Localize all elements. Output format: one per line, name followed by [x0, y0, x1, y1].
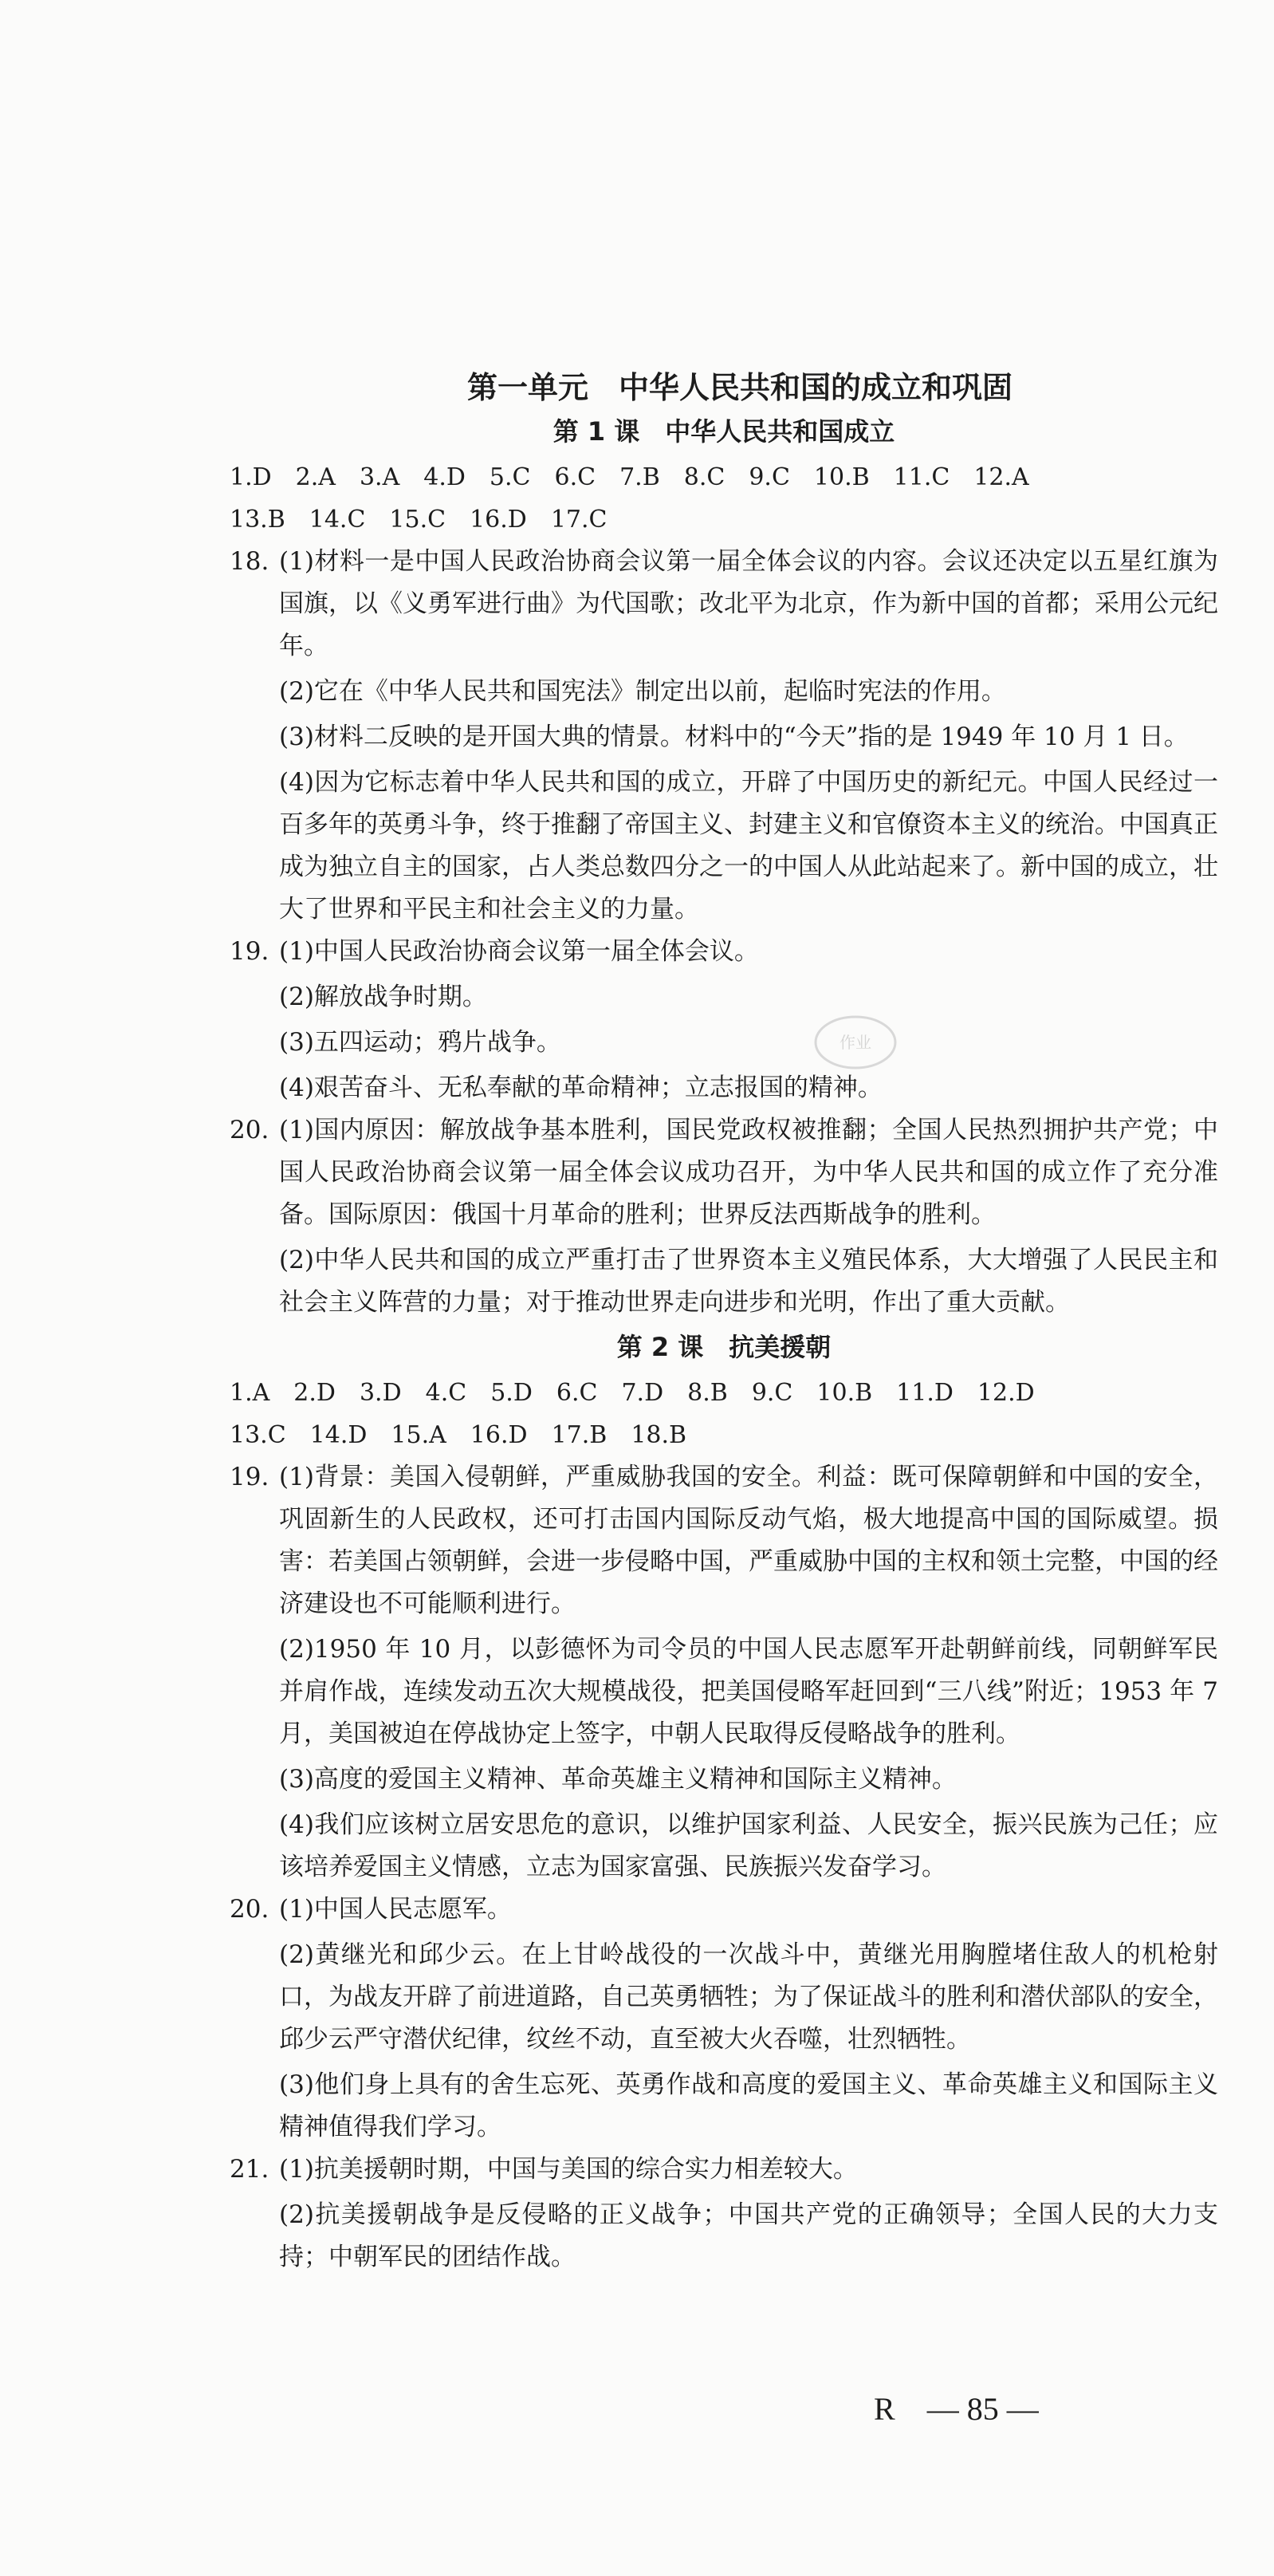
answer-part: (3)他们身上具有的舍生忘死、英勇作战和高度的爱国主义、革命英雄主义和国际主义精神值得我们学习。	[279, 2070, 1218, 2141]
answer-part: (3)材料二反映的是开国大典的情景。材料中的“今天”指的是 1949 年 10 月 1 日。	[279, 723, 1189, 751]
answer-part: (1)材料一是中国人民政治协商会议第一届全体会议的内容。会议还决定以五星红旗为国旗，以《义勇军进行曲》为代国歌；改北平为北京，作为新中国的首都；采用公元纪年。	[279, 547, 1218, 660]
question-19	[230, 1456, 1218, 1889]
question-number: 20.	[230, 1116, 269, 1144]
stamp-text: 作业	[840, 1033, 871, 1052]
choice-answers-line: 1.A 2.D 3.D 4.C 5.D 6.C 7.D 8.B 9.C 10.B 11.D 12.D	[230, 1379, 1035, 1407]
question-19	[230, 931, 1218, 1109]
answer-part: (2)它在《中华人民共和国宪法》制定出以前，起临时宪法的作用。	[279, 677, 1006, 706]
page-footer	[874, 2389, 1039, 2429]
answer-part: (2)解放战争时期。	[279, 983, 487, 1011]
watermark-stamp	[812, 1011, 899, 1073]
answer-part: (1)中国人民政治协商会议第一届全体会议。	[279, 937, 759, 966]
lesson-1	[230, 412, 1218, 1324]
choice-answers-line: 13.B 14.C 15.C 16.D 17.C	[230, 506, 608, 534]
lesson-title: 第 2 课 抗美援朝	[616, 1332, 832, 1362]
answer-part: (3)五四运动；鸦片战争。	[279, 1028, 561, 1057]
answer-part: (4)我们应该树立居安思危的意识，以维护国家利益、人民安全，振兴民族为己任；应该培养爱国主义情感，立志为国家富强、民族振兴发奋学习。	[279, 1810, 1218, 1881]
edition-letter: R	[874, 2391, 895, 2427]
answer-part: (2)1950 年 10 月，以彭德怀为司令员的中国人民志愿军开赴朝鲜前线，同朝鲜军民并肩作战，连续发动五次大规模战役，把美国侵略军赶回到“三八线”附近；1953 年 7 月，美国被迫在停战协定上签字，中朝人民取得反侵略战争的胜利。	[279, 1635, 1218, 1748]
question-18	[230, 541, 1218, 931]
lesson-title: 第 1 课 中华人民共和国成立	[552, 416, 895, 447]
answer-part: (1)抗美援朝时期，中国与美国的综合实力相差较大。	[279, 2155, 858, 2184]
question-20	[230, 1109, 1218, 1324]
question-20	[230, 1889, 1218, 2149]
answer-part: (2)黄继光和邱少云。在上甘岭战役的一次战斗中，黄继光用胸膛堵住敌人的机枪射口，为战友开辟了前进道路，自己英勇牺牲；为了保证战斗的胜利和潜伏部队的安全，邱少云严守潜伏纪律，纹丝不动，直至被大火吞噬，壮烈牺牲。	[279, 1940, 1218, 2054]
answer-part: (2)中华人民共和国的成立严重打击了世界资本主义殖民体系，大大增强了人民民主和社会主义阵营的力量；对于推动世界走向进步和光明，作出了重大贡献。	[279, 1246, 1218, 1317]
answer-part: (4)艰苦奋斗、无私奉献的革命精神；立志报国的精神。	[279, 1073, 883, 1102]
answer-part: (1)国内原因：解放战争基本胜利，国民党政权被推翻；全国人民热烈拥护共产党；中国人民政治协商会议第一届全体会议成功召开，为中华人民共和国的成立作了充分准备。国际原因：俄国十月革命的胜利；世界反法西斯战争的胜利。	[279, 1116, 1218, 1229]
answer-part: (1)中国人民志愿军。	[279, 1895, 512, 1924]
question-number: 19.	[230, 1463, 269, 1491]
question-number: 18.	[230, 547, 269, 576]
page-number: — 85 —	[926, 2391, 1039, 2427]
unit-title: 第一单元 中华人民共和国的成立和巩固	[466, 370, 1013, 405]
question-21	[230, 2149, 1218, 2279]
answer-part: (4)因为它标志着中华人民共和国的成立，开辟了中国历史的新纪元。中国人民经过一百多年的英勇斗争，终于推翻了帝国主义、封建主义和官僚资本主义的统治。中国真正成为独立自主的国家，占人类总数四分之一的中国人从此站起来了。新中国的成立，壮大了世界和平民主和社会主义的力量。	[279, 768, 1218, 924]
choice-answers-line: 1.D 2.A 3.A 4.D 5.C 6.C 7.B 8.C 9.C 10.B 11.C 12.A	[230, 463, 1029, 491]
question-number: 20.	[230, 1895, 269, 1924]
question-number: 21.	[230, 2155, 269, 2184]
question-number: 19.	[230, 937, 269, 966]
answer-part: (3)高度的爱国主义精神、革命英雄主义精神和国际主义精神。	[279, 1765, 957, 1794]
answer-part: (2)抗美援朝战争是反侵略的正义战争；中国共产党的正确领导；全国人民的大力支持；中朝军民的团结作战。	[279, 2200, 1218, 2271]
choice-answers-line: 13.C 14.D 15.A 16.D 17.B 18.B	[230, 1421, 687, 1449]
page-content	[230, 367, 1218, 2279]
lesson-2	[230, 1327, 1218, 2279]
answer-part: (1)背景：美国入侵朝鲜，严重威胁我国的安全。利益：既可保障朝鲜和中国的安全，巩固新生的人民政权，还可打击国内国际反动气焰，极大地提高中国的国际威望。损害：若美国占领朝鲜，会进一步侵略中国，严重威胁中国的主权和领土完整，中国的经济建设也不可能顺利进行。	[279, 1463, 1218, 1618]
